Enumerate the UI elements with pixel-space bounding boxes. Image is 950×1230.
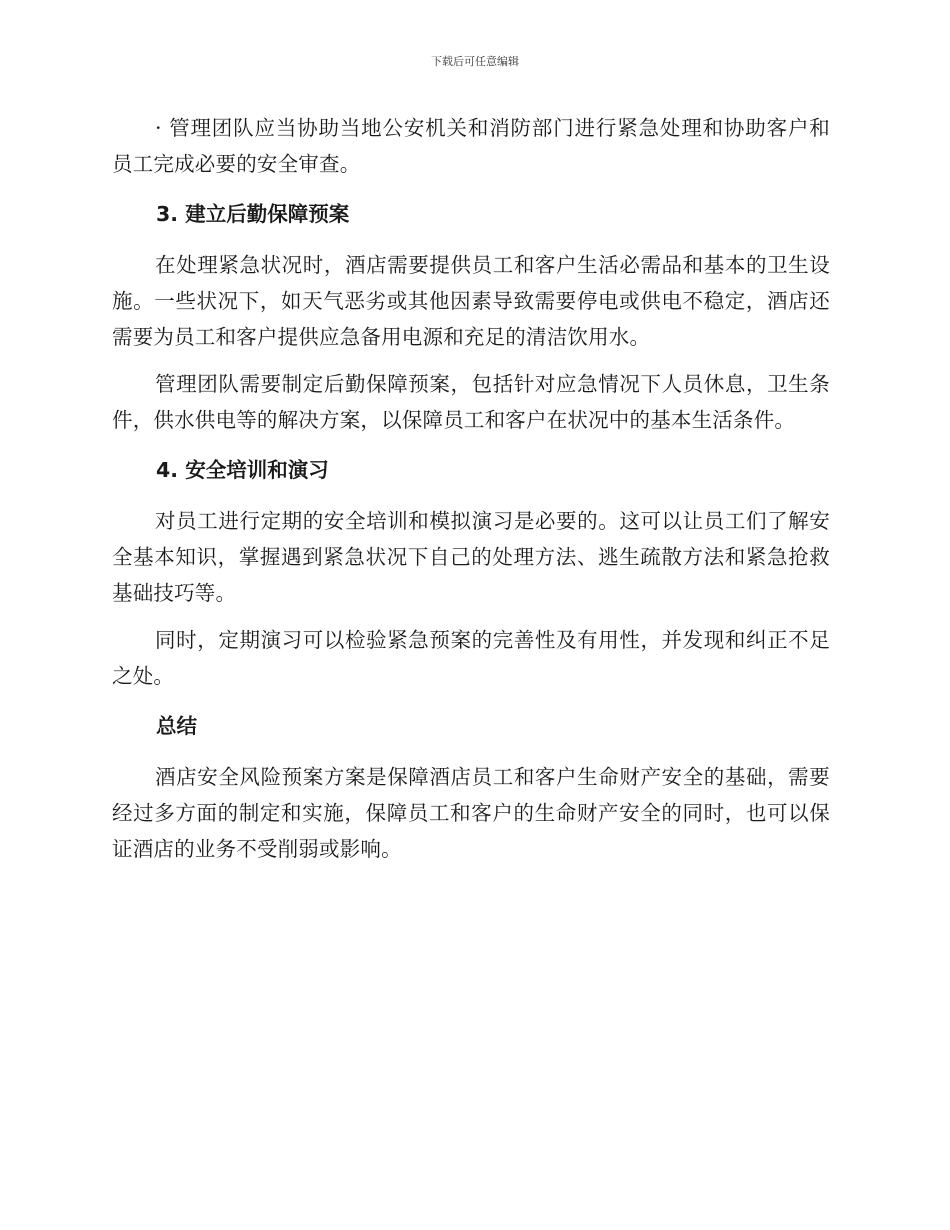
heading-safety-training: 4. 安全培训和演习 (156, 458, 329, 482)
paragraph-training: 对员工进行定期的安全培训和模拟演习是必要的。这可以让员工们了解安全基本知识，掌握遇到紧急状况下自己的处理方法、逃生疏散方法和紧急抢救基础技巧等。 (112, 509, 830, 605)
paragraph-summary: 酒店安全风险预案方案是保障酒店员工和客户生命财产安全的基础，需要经过多方面的制定和实施，保障员工和客户的生命财产安全的同时，也可以保证酒店的业务不受削弱或影响。 (112, 765, 830, 861)
page-header: 下载后可任意编辑 (431, 55, 519, 68)
heading-summary: 总结 (156, 714, 197, 738)
heading-logistics-plan: 3. 建立后勤保障预案 (156, 202, 350, 226)
paragraph-security-review: · 管理团队应当协助当地公安机关和消防部门进行紧急处理和协助客户和员工完成必要的安全审查。 (112, 116, 830, 176)
document-body (112, 110, 830, 878)
paragraph-logistics-plan: 管理团队需要制定后勤保障预案，包括针对应急情况下人员休息，卫生条件，供水供电等的解决方案，以保障员工和客户在状况中的基本生活条件。 (112, 372, 830, 432)
paragraph-drills: 同时，定期演习可以检验紧急预案的完善性及有用性，并发现和纠正不足之处。 (112, 628, 830, 688)
paragraph-logistics-needs: 在处理紧急状况时，酒店需要提供员工和客户生活必需品和基本的卫生设施。一些状况下，如天气恶劣或其他因素导致需要停电或供电不稳定，酒店还需要为员工和客户提供应急备用电源和充足的清洁饮用水。 (112, 253, 830, 349)
